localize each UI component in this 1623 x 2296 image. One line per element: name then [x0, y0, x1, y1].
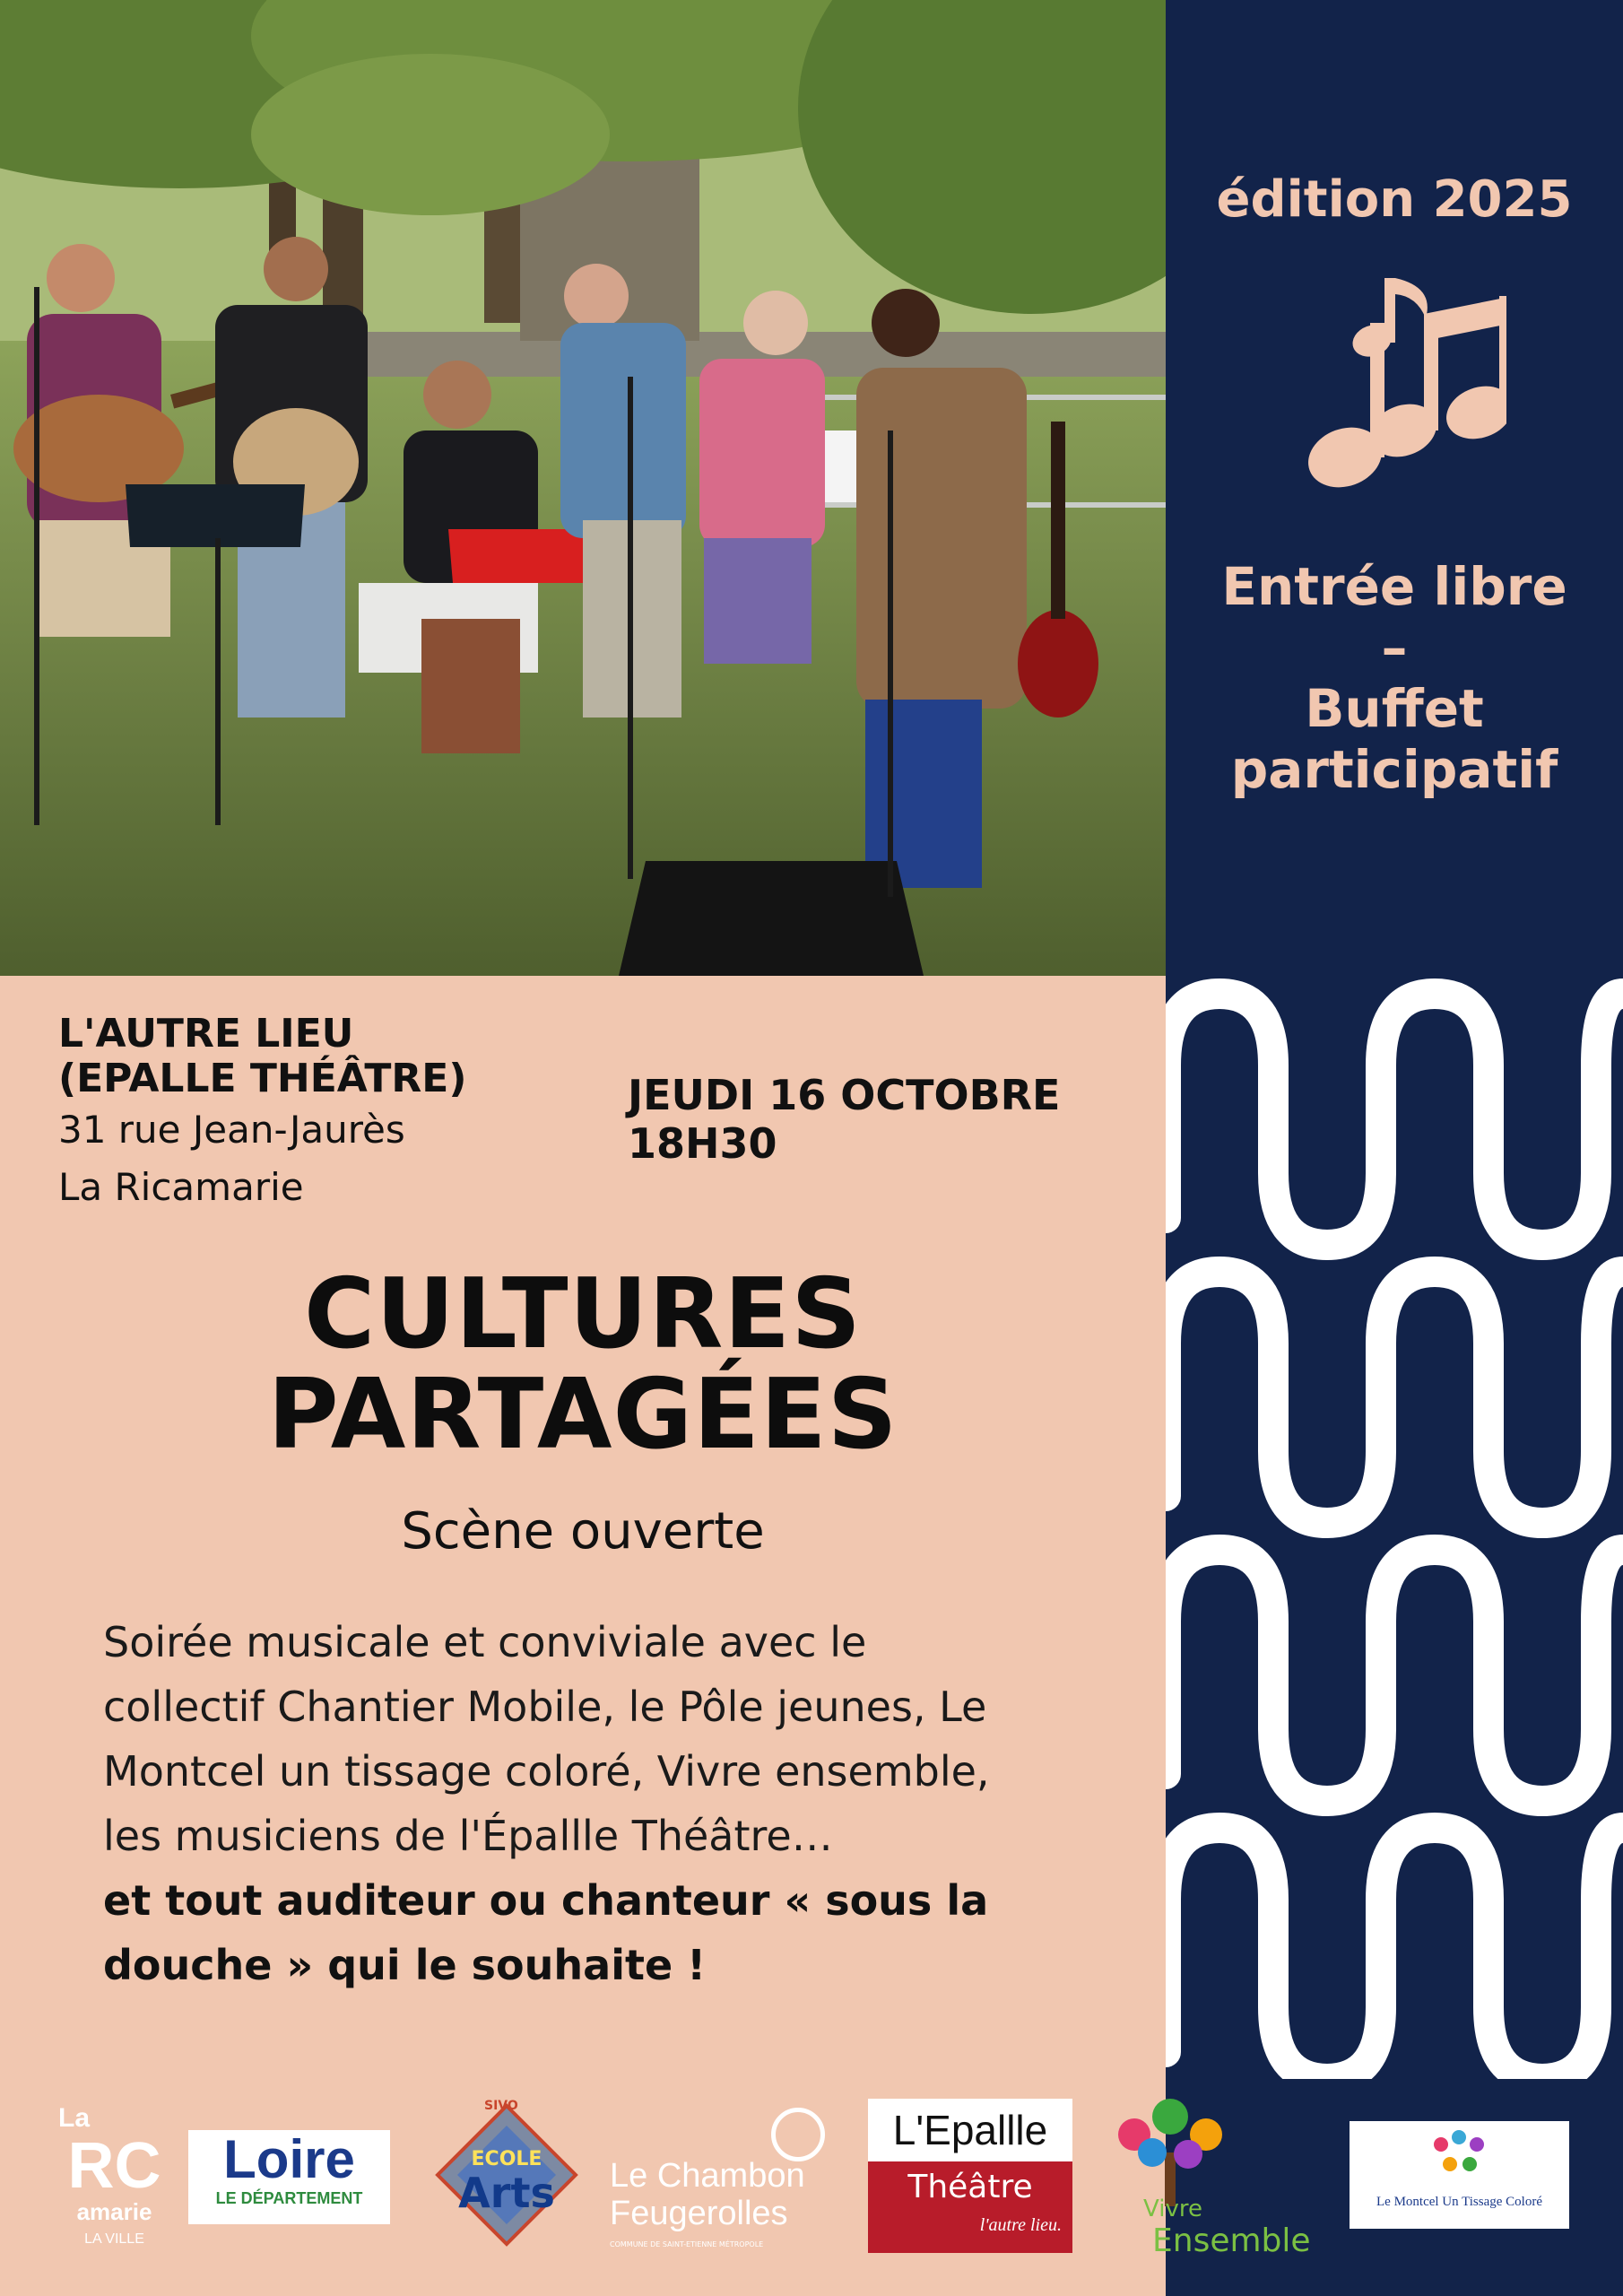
loire-sub: LE DÉPARTEMENT [215, 2189, 363, 2207]
logo-loire [188, 2130, 390, 2224]
description-line: Soirée musicale et conviviale avec le [103, 1618, 867, 1666]
venue-name: L'AUTRE LIEU [58, 1011, 354, 1057]
logo-montcel [1350, 2121, 1569, 2229]
chambon-emblem-icon [771, 2108, 825, 2161]
wave-pattern [1166, 976, 1623, 2079]
venue-street: 31 rue Jean-Jaurès [58, 1108, 405, 1152]
epallle-line1: L'Epallle [868, 2099, 1072, 2161]
description-line: les musiciens de l'Épallle Théâtre… [103, 1812, 833, 1860]
epallle-line2: Théâtre [907, 2169, 1033, 2205]
title-line: PARTAGÉES [267, 1359, 898, 1471]
partner-logos [0, 2090, 1623, 2296]
chambon-sub: COMMUNE DE SAINT-ETIENNE MÉTROPOLE [610, 2240, 764, 2248]
chambon-line2: Feugerolles [610, 2195, 788, 2232]
venue-city: La Ricamarie [58, 1165, 304, 1209]
event-date [628, 1071, 1060, 1168]
admission-info [1166, 556, 1623, 800]
description-line: Montcel un tissage coloré, Vivre ensemble, [103, 1747, 990, 1796]
ecole-main: Arts [458, 2169, 555, 2217]
ecole-arc: SIVO [484, 2099, 518, 2113]
edition-label: édition 2025 [1216, 170, 1573, 229]
event-day: JEUDI 16 OCTOBRE [628, 1071, 1061, 1119]
admission-separator: – [1381, 617, 1408, 678]
ricamarie-big: RC [67, 2130, 161, 2202]
montcel-figures-icon [1423, 2126, 1495, 2189]
montcel-name: Le Montcel Un Tissage Coloré [1376, 2195, 1542, 2209]
epallle-line3: l'autre lieu. [979, 2215, 1062, 2235]
logo-vivre-ensemble [1098, 2090, 1332, 2269]
logo-chambon [610, 2108, 843, 2260]
ricamarie-top: La [58, 2103, 91, 2133]
event-time: 18H30 [628, 1119, 777, 1168]
logo-ricamarie [58, 2103, 170, 2274]
event-subtitle: Scène ouverte [401, 1502, 765, 1561]
chambon-line1: Le Chambon [610, 2157, 805, 2195]
vivre-line2: Ensemble [1152, 2222, 1311, 2259]
ricamarie-tag: LA VILLE [84, 2231, 144, 2247]
admission-line: Entrée libre [1221, 556, 1567, 617]
tree-icon [1098, 2090, 1242, 2206]
description-bold-line: douche » qui le souhaite ! [103, 1941, 707, 1989]
title-line: CULTURES [304, 1258, 862, 1370]
vivre-line1: Vivre [1143, 2196, 1202, 2222]
venue-block [58, 1012, 614, 1216]
logo-ecole-arts [430, 2099, 583, 2251]
ricamarie-sub: amarie [76, 2198, 152, 2225]
music-notes-icon [1291, 269, 1506, 520]
venue-name-sub: (EPALLE THÉÂTRE) [58, 1056, 467, 1101]
admission-line: Buffet [1305, 678, 1484, 739]
logo-epallle-theatre [868, 2099, 1072, 2253]
event-description [103, 1610, 1089, 1997]
ecole-top: ECOLE [471, 2148, 542, 2170]
loire-name: Loire [223, 2129, 355, 2189]
right-panel [1166, 0, 1623, 2296]
description-bold-line: et tout auditeur ou chanteur « sous la [103, 1876, 989, 1925]
event-title [0, 1258, 1166, 1471]
band-photo [0, 0, 1166, 976]
description-line: collectif Chantier Mobile, le Pôle jeunes, Le [103, 1683, 987, 1731]
admission-line: participatif [1230, 739, 1558, 800]
